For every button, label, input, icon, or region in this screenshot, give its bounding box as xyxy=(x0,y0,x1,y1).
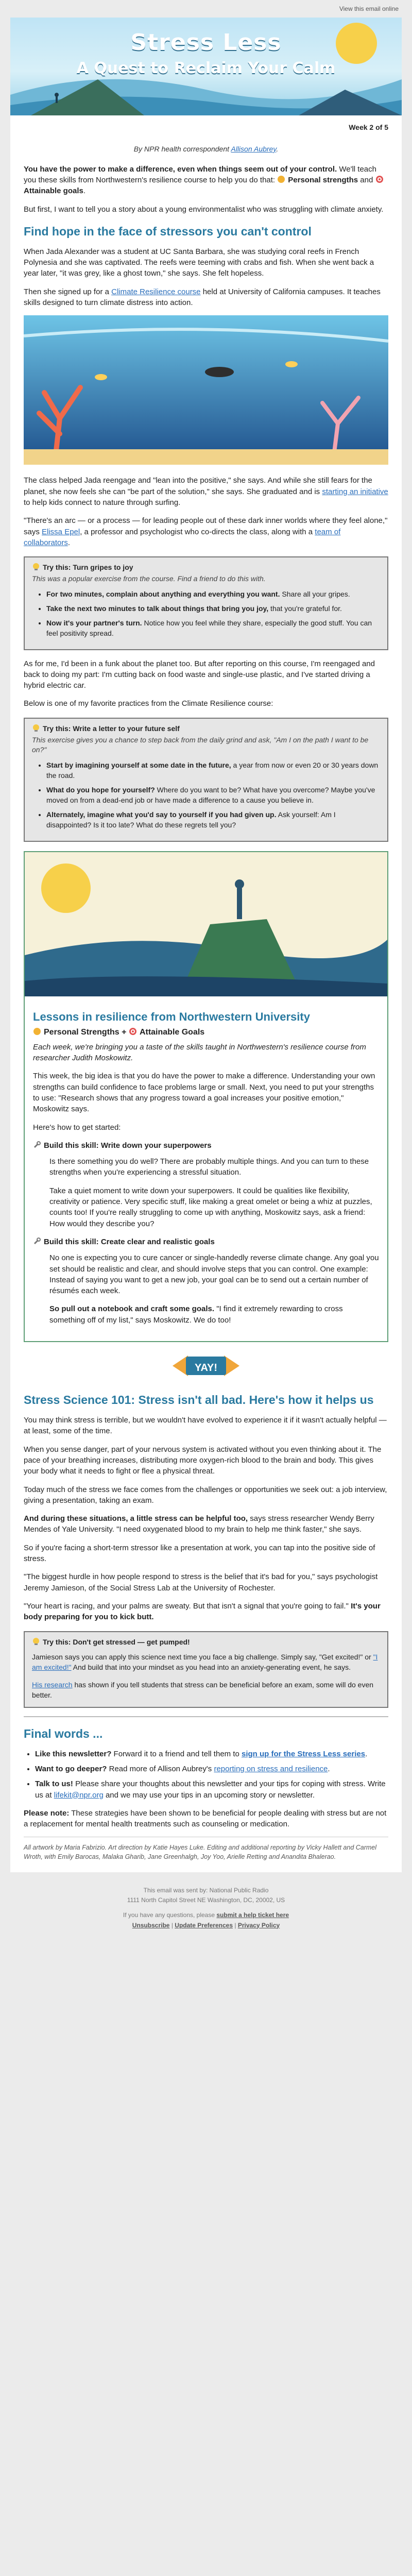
gripes-steps xyxy=(32,589,380,639)
target-icon xyxy=(129,1027,137,1036)
credits: All artwork by Maria Fabrizio. Art direction by Katie Hayes Luke. Editing and additional reporting by Vicky Hallett and Carmel Wroth, with Emily Barocas, Malaka Gharib, Jane Greenhalgh, Joy Yoo, Arielle Retting and Anandita Bhalerao. xyxy=(24,1837,388,1872)
help-ticket-link[interactable]: submit a help ticket here xyxy=(216,1911,289,1919)
byline: By NPR health correspondent Allison Aubrey. xyxy=(133,144,279,153)
target-icon xyxy=(375,175,384,183)
coral-reef-illustration xyxy=(24,315,388,468)
initiative-link[interactable]: starting an initiative xyxy=(322,487,388,496)
collaborators-link[interactable]: team of collaborators xyxy=(24,527,341,547)
yay-graphic xyxy=(24,1351,388,1383)
list-item: • Take the next two minutes to talk about things that bring you joy, that you're grateful for. xyxy=(46,604,380,614)
final-words-heading: Final words ... xyxy=(24,1726,103,1740)
i-am-excited-link[interactable]: "I am excited!" xyxy=(32,1653,378,1672)
try-this-box-pumped: Try this: Don't get stressed — get pumped! Jamieson says you can apply this science next time you face a big challenge. Simply say, "Get excited!" or "I am excited!" And build that into your mindset as you head into an anxiety-generating event, he says. His research has shown if you tell students that stress can be beneficial before an exam, some will do even better. xyxy=(24,1631,388,1708)
hero-subtitle: A Quest to Reclaim Your Calm xyxy=(76,59,336,77)
list-item: • Start by imagining yourself at some date in the future, a year from now or even 20 or 30 years down the road. xyxy=(46,760,380,781)
intro-paragraph: You have the power to make a difference, even when things seem out of your control. We'll teach you these skills from Northwestern's resilience course to help you do that: Personal strengths and Attainable goals. xyxy=(24,164,388,197)
muscle-icon xyxy=(33,1027,41,1036)
hero-banner xyxy=(10,18,402,115)
try-this-box-gripes: Try this: Turn gripes to joy This was a popular exercise from the course. Find a friend to do this with. • For two minutes, complain about anything and everything you want. Share all your gripes. • Take the next two minutes to talk about things that bring you joy, that you're grateful for. • Now it's your partner's turn. Notice how you feel while they share, especially the good stuff. You can feel positivity spread. xyxy=(24,556,388,650)
intro-paragraph-2: But first, I want to tell you a story about a young environmentalist who was struggling with climate anxiety. xyxy=(24,205,384,214)
epel-link[interactable]: Elissa Epel xyxy=(42,527,80,536)
wrench-icon xyxy=(33,1237,41,1245)
lightbulb-icon xyxy=(32,724,40,732)
topbar xyxy=(0,0,412,18)
final-words-list xyxy=(24,1749,388,1801)
author-link[interactable]: Allison Aubrey xyxy=(231,144,277,153)
resilience-lessons-panel: Lessons in resilience from Northwestern University Personal Strengths + Attainable Goals Each week, we're bringing you a taste of the skills taught in Northwestern's resilience course from researcher Judith Moskowitz. This week, the big idea is that you do have the power to make a difference. Understanding your own strengths can build confidence to face problems large or small. Next, you need to put your strengths to use: "Research shows that any progress toward a goal increases your positive emotion," Moskowitz says. Here's how to get started: Build this skill: Write down your superpowers Is there something you do well? There are probably multiple things. And you can turn to these strengths when you're experiencing a stressful situation. Take a quiet moment to write down your superpowers. It could be qualities like flexibility, creativity or patience. Very specific stuff, like making a great omelet or being a whiz at puzzles, counts too! If you're really struggling to come up with anything, Moskowitz says, ask a friend: How would they describe you? Build this skill: Create clear and realistic goals No one is expecting you to cure cancer or single-handedly reverse climate change. Any goal you set should be realistic and clear, and should involve steps that you can control. One example: Instead of saying you want to get a new job, your goal can be to send out a certain number of résumés each week. So pull out a notebook and craft some goals. "I find it extremely rewarding to cross something off of my list," says Moskowitz. We do too! xyxy=(24,851,388,1342)
update-preferences-link[interactable]: Update Preferences xyxy=(175,1921,233,1929)
try-this-box-letter: Try this: Write a letter to your future self This exercise gives you a chance to step back from the daily grind and ask, "Am I on the path I want to be on?" • Start by imagining yourself at some date in the future, a year from now or even 20 or 30 years down the road. • What do you hope for yourself? Where do you want to be? What have you overcome? Maybe you've moved on from a dead-end job or have made a difference to a cause you believe in. • Alternately, imagine what you'd say to yourself if you had given up. Ask yourself: Am I disappointed? Is it too late? What do these regrets tell you? xyxy=(24,718,388,842)
panel-heading: Lessons in resilience from Northwestern University xyxy=(33,1010,310,1023)
list-item: • Want to go deeper? Read more of Allison Aubrey's reporting on stress and resilience. xyxy=(35,1764,388,1774)
lightbulb-icon xyxy=(32,1637,40,1646)
yay-text: YAY! xyxy=(194,1362,218,1374)
week-indicator: Week 2 of 5 xyxy=(349,123,388,131)
skill-heading-superpowers: Build this skill: Write down your superpowers xyxy=(33,1140,379,1151)
section-heading-stress-science: Stress Science 101: Stress isn't all bad. Here's how it helps us xyxy=(24,1393,374,1407)
climate-course-link[interactable]: Climate Resilience course xyxy=(111,287,201,296)
section-heading-hope: Find hope in the face of stressors you can't control xyxy=(24,224,312,238)
footer: This email was sent by: National Public Radio 1111 North Capitol Street NE Washington, DC, 20002, US If you have any questions, please submit a help ticket here Unsubscribe | Update Preferences | Privacy Policy xyxy=(123,1886,289,1929)
skill-heading-goals: Build this skill: Create clear and realistic goals xyxy=(33,1236,379,1247)
view-online-link[interactable]: View this email online xyxy=(339,5,399,12)
list-item: • Now it's your partner's turn. Notice how you feel while they share, especially the good stuff. You can feel positivity spread. xyxy=(46,618,380,639)
unsubscribe-link[interactable]: Unsubscribe xyxy=(132,1921,170,1929)
hero-title: Stress Less xyxy=(130,29,282,56)
reporting-link[interactable]: reporting on stress and resilience xyxy=(214,1764,328,1773)
email-link[interactable]: lifekit@npr.org xyxy=(54,1790,104,1800)
divider xyxy=(24,1716,388,1717)
muscle-icon xyxy=(277,175,285,183)
disclaimer: Please note: These strategies have been shown to be beneficial for people dealing with stress but are not a replacement for mental health treatments such as counseling or medication. xyxy=(24,1808,387,1829)
signup-link[interactable]: sign up for the Stress Less series xyxy=(242,1749,366,1758)
wrench-icon xyxy=(33,1141,41,1149)
privacy-policy-link[interactable]: Privacy Policy xyxy=(237,1921,280,1929)
list-item: • Like this newsletter? Forward it to a friend and tell them to sign up for the Stress Less series. xyxy=(35,1749,388,1759)
list-item: • For two minutes, complain about anything and everything you want. Share all your gripes. xyxy=(46,589,380,600)
list-item: • Talk to us! Please share your thoughts about this newsletter and your tips for coping with stress. Write us at lifekit@npr.org and we may use your tips in an upcoming story or newsletter. xyxy=(35,1778,388,1801)
letter-steps xyxy=(32,760,380,830)
his-research-link[interactable]: His research xyxy=(32,1681,73,1689)
sunset-cliff-illustration xyxy=(25,852,387,999)
list-item: • What do you hope for yourself? Where do you want to be? What have you overcome? Maybe you've moved on from a dead-end job or have made a difference to a cause you believe in. xyxy=(46,785,380,806)
email-container: Stress Less A Quest to Reclaim Your Calm Week 2 of 5 By NPR health correspondent Allison Aubrey. You have the power to make a difference, even when things seem out of your control. We'll teach you these skills from Northwestern's resilience course to help you do that: Personal strengths and Attainable goals. But first, I want to tell you a story about a young environmentalist who was struggling with climate anxiety. Find hope in the face of stressors you can't control When Jada Alexander was a student at UC Santa Barbara, she was studying coral reefs in French Polynesia and she was captivated. The reefs were teeming with crabs and fish. When she went back a year later, "it was grey, like a ghost town," she says. She felt hopeless. Then she signed up for a Climate Resilience course held at University of California campuses. It teaches skills designed to turn climate distress into action. The class helped Jada reengage and "lean into the positive," she says. And while she still fears for the planet, she now feels she can "be part of the solution," she says. She graduated and is starting an initiative to help kids connect to nature through surfing. "There's an arc — or a process — for leading people out of these dark inner worlds where they feel alone," says Elissa Epel, a professor and psychologist who co-directs the class, along with a team of collaborators. Try this: Turn gripes to joy This was a popular exercise from the course. Find a friend to do this with. • For two minutes, complain about anything and everything you want. Share all your gripes. • Take the next two minutes to talk about things that bring you joy, that you're grateful for. • Now it's your partner's turn. Notice how you feel while they share, especially the good stuff. You can feel positivity spread. As for me, I'd been in a funk about the planet too. But after reporting on this course, I'm reengaged and back to doing my part: I'm cutting back on food waste and single-use plastic, and I've started driving a hybrid electric car. Below is one of my favorite practices from the Climate Resilience course: Try this: Write a letter to your future self This exercise gives you a chance to step back from the daily grind and ask, "Am I on the path I want to be on?" • Start by imagining yourself at some date in the future, a year from now or even 20 or 30 years down the road. • What do you hope for yourself? Where do you want to be? What have you overcome? Maybe you've moved on from a dead-end job or have made a difference to a cause you believe in. • Alternately, imagine what you'd say to yourself if you had given up. Ask yourself: Am I disappointed? Is it too late? What do these regrets tell you? Lessons in resilience from Northwestern University Personal Strengths + Attainable Goals Each week, we're bringing you a taste of the skills taught in Northwestern's resilience course from researcher Judith Moskowitz. This week, the big idea is that you do have the power to make a difference. Understanding your own strengths can build confidence to face problems large or small. Next, you need to put your strengths to use: "Research shows that any progress toward a goal increases your positive emotion," Moskowitz says. Here's how to get started: Build this skill: Write down your superpowers Is there something you do well? There are probably multiple things. And you can turn to these strengths when you're experiencing a stressful situation. Take a quiet moment to write down your superpowers. It could be qualities like flexibility, creativity or patience. Very specific stuff, like making a great omelet or being a whiz at puzzles, counts too! If you're really struggling to come up with anything, Moskowitz says, ask a friend: How would they describe you? Build this skill: Create clear and realistic goals No one is expecting you to cure cancer or single-handedly reverse climate change. Any goal you set should be realistic and clear, and should involve steps that you can control. One example: Instead of saying you want to get a new job, your goal can be to send out a certain number of résumés each week. So pull out a notebook and craft some goals. "I find it extremely rewarding to cross something off of my list," says Moskowitz. We do too! YAY! Stress Science 101: Stress isn't all bad. Here's how it helps us You may think stress is terrible, but we wouldn't have evolved to experience it if it wasn't actually helpful — at least, some of the time. When you sense danger, part of your nervous system is activated without you even thinking about it. The pace of your breathing increases, distributing more oxygen-rich blood to the brain and body. This gives your body what it needs to fight or flee a physical threat. Today much of the stress we face comes from the challenges or opportunities we seek out: a job interview, giving a presentation, taking an exam. And during these situations, a little stress can be helpful too, says stress researcher Wendy Berry Mendes of Yale University. "I need oxygenated blood to my brain to help me think faster," she says. So if you're facing a short-term stressor like a presentation at work, you can tap into the positive side of stress. "The biggest hurdle in how people respond to stress is the belief that it's bad for you," says psychologist Jeremy Jamieson, of the Social Stress Lab at the University of Rochester. "Your heart is racing, and your palms are sweaty. But that isn't a signal that you're going to fail." It's your body preparing for you to kick butt. Try this: Don't get stressed — get pumped! Jamieson says you can apply this science next time you face a big challenge. Simply say, "Get excited!" or "I am excited!" And build that into your mindset as you head into an anxiety-generating event, he says. His research has shown if you tell students that stress can be beneficial before an exam, some will do even better. Final words ... • Like this newsletter? Forward it to a friend and tell them to sign up for the Stress Less series. • Want to go deeper? Read more of Allison Aubrey's reporting on stress and resilience. • Talk to us! Please share your thoughts about this newsletter and your tips for coping with stress. Write us at lifekit@npr.org and we may use your tips in an upcoming story or newsletter. Please note: These strategies have been shown to be beneficial for people dealing with stress but are not a replacement for mental health treatments such as counseling or medication. All artwork by Maria Fabrizio. Art direction by Katie Hayes Luke. Editing and additional reporting by Vicky Hallett and Carmel Wroth, with Emily Barocas, Malaka Gharib, Jane Greenhalgh, Joy Yoo, Arielle Retting and Anandita Bhalerao. xyxy=(10,18,402,1872)
list-item: • Alternately, imagine what you'd say to yourself if you had given up. Ask yourself: Am I disappointed? Is it too late? What do these regrets tell you? xyxy=(46,810,380,831)
skill-badges: Personal Strengths + Attainable Goals xyxy=(33,1027,379,1039)
lightbulb-icon xyxy=(32,563,40,571)
